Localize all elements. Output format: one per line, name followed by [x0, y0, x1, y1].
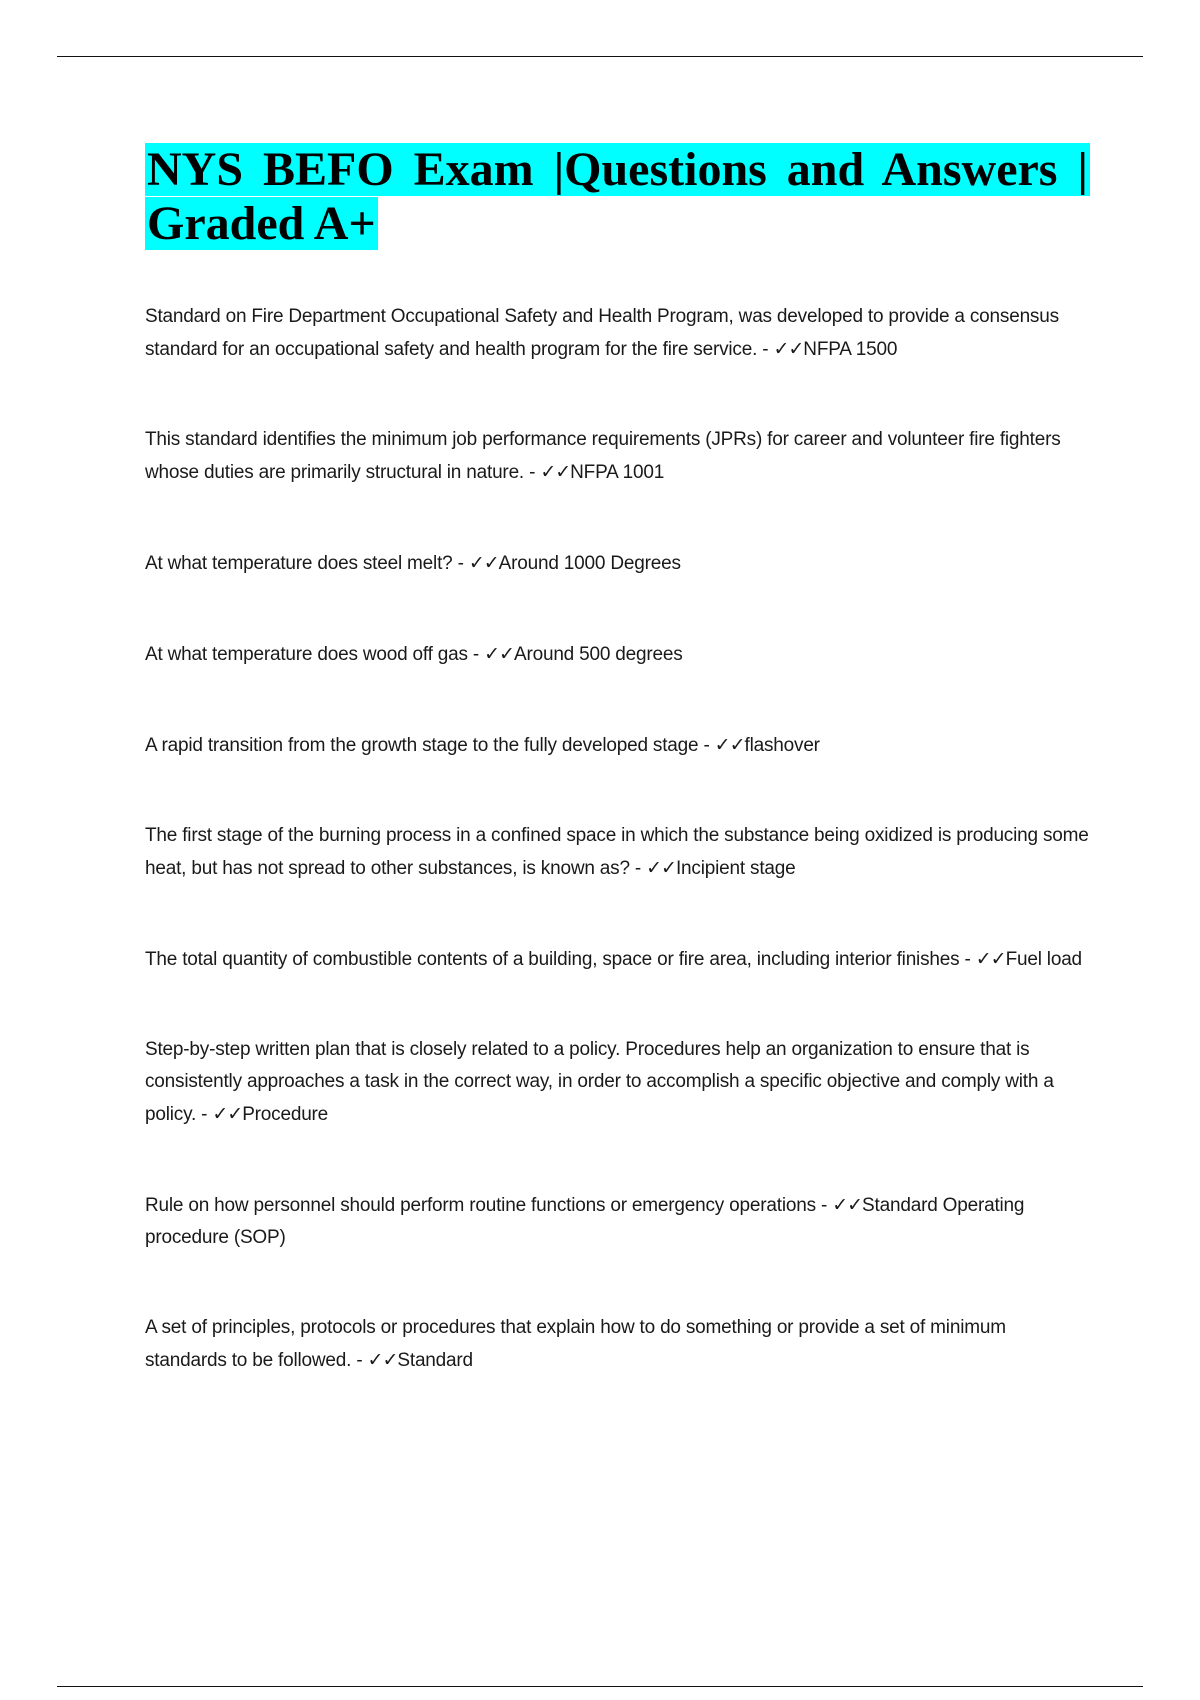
qa-question: This standard identifies the minimum job performance requirements (JPRs) for career and volunteer fire fighters whose duties are primarily structural in nature.	[145, 429, 1061, 483]
qa-answer: Standard	[397, 1350, 473, 1371]
double-check-icon: ✓✓	[646, 857, 676, 879]
header-rule	[57, 56, 1143, 57]
double-check-icon: ✓✓	[773, 338, 804, 360]
qa-item: Step-by-step written plan that is closely related to a policy. Procedures help an organization to ensure that is consistently approaches a task in the correct way, in order to accomplish a specific objective and comply with a policy. - ✓✓Procedure	[145, 1039, 1054, 1125]
qa-item: A set of principles, protocols or procedures that explain how to do something or provide a set of minimum standards to be followed. - ✓✓Standard	[145, 1317, 1006, 1371]
qa-answer: Around 1000 Degrees	[498, 553, 681, 574]
qa-item: A rapid transition from the growth stage to the fully developed stage - ✓✓flashover	[145, 734, 820, 756]
qa-question: At what temperature does steel melt?	[145, 553, 453, 574]
footer-rule	[57, 1686, 1143, 1687]
document-title	[145, 143, 1090, 251]
double-check-icon: ✓✓	[832, 1194, 863, 1216]
qa-answer: flashover	[744, 735, 820, 756]
qa-item: Standard on Fire Department Occupational Safety and Health Program, was developed to provide a consensus standard for an occupational safety and health program for the fire service. - ✓✓NFPA 1500	[145, 306, 1059, 360]
qa-question: The first stage of the burning process in a confined space in which the substance being oxidized is producing some heat, but has not spread to other substances, is known as?	[145, 825, 1089, 879]
qa-item: At what temperature does steel melt? - ✓✓Around 1000 Degrees	[145, 552, 681, 574]
double-check-icon: ✓✓	[468, 552, 499, 574]
qa-question: The total quantity of combustible contents of a building, space or fire area, including interior finishes	[145, 949, 960, 970]
qa-item: The first stage of the burning process in a confined space in which the substance being oxidized is producing some heat, but has not spread to other substances, is known as? - ✓✓Incipient stage	[145, 825, 1089, 879]
qa-question: A set of principles, protocols or procedures that explain how to do something or provide a set of minimum standards to be followed.	[145, 1317, 1006, 1371]
double-check-icon: ✓✓	[212, 1103, 243, 1125]
qa-answer: Fuel load	[1005, 949, 1082, 970]
double-check-icon: ✓✓	[714, 734, 745, 756]
qa-question: Rule on how personnel should perform routine functions or emergency operations	[145, 1195, 816, 1216]
qa-question: At what temperature does wood off gas	[145, 644, 468, 665]
qa-answer: NFPA 1500	[803, 339, 898, 360]
qa-question: Standard on Fire Department Occupational Safety and Health Program, was developed to provide a consensus standard for an occupational safety and health program for the fire service.	[145, 306, 1059, 360]
qa-item: The total quantity of combustible contents of a building, space or fire area, including interior finishes - ✓✓Fuel load	[145, 948, 1082, 970]
qa-answer: Incipient stage	[675, 858, 796, 879]
double-check-icon: ✓✓	[367, 1349, 398, 1371]
double-check-icon: ✓✓	[975, 948, 1006, 970]
qa-answer: Standard Operating procedure (SOP)	[145, 1195, 1025, 1248]
double-check-icon: ✓✓	[484, 643, 514, 665]
qa-item: Rule on how personnel should perform routine functions or emergency operations - ✓✓Standard Operating procedure (SOP)	[145, 1194, 1025, 1248]
qa-question: Step-by-step written plan that is closely related to a policy. Procedures help an organization to ensure that is consistently approaches a task in the correct way, in order to accomplish a specific objective and comply with a policy.	[145, 1039, 1054, 1125]
qa-list	[145, 301, 1090, 1377]
qa-answer: Procedure	[242, 1104, 329, 1125]
qa-item: This standard identifies the minimum job performance requirements (JPRs) for career and volunteer fire fighters whose duties are primarily structural in nature. - ✓✓NFPA 1001	[145, 429, 1061, 483]
qa-answer: NFPA 1001	[570, 462, 665, 483]
double-check-icon: ✓✓	[540, 461, 571, 483]
qa-item: At what temperature does wood off gas - ✓✓Around 500 degrees	[145, 643, 683, 665]
document-body	[145, 143, 1090, 1435]
qa-answer: Around 500 degrees	[513, 644, 683, 665]
qa-question: A rapid transition from the growth stage to the fully developed stage	[145, 735, 699, 756]
document-title-highlight: NYS BEFO Exam |Questions and Answers | Graded A+	[147, 143, 1088, 250]
